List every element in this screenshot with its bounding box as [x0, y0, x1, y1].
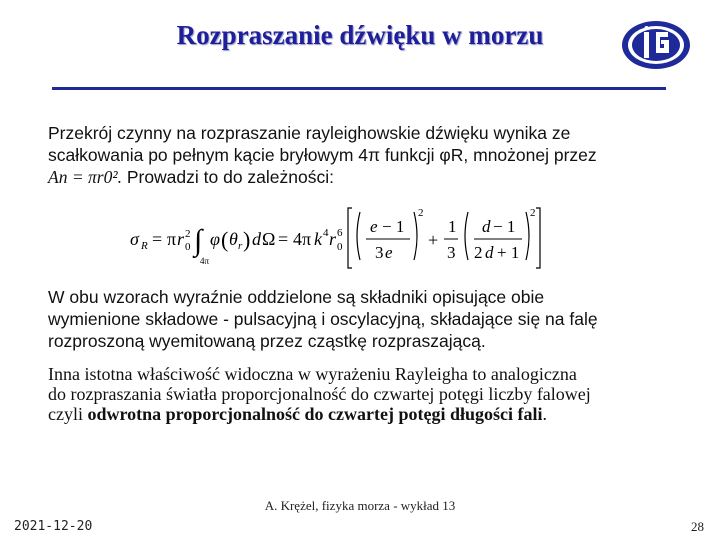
paragraph-intro — [48, 122, 658, 188]
svg-text:e: e — [370, 217, 378, 236]
svg-text:+ 1: + 1 — [497, 243, 520, 262]
svg-text:+: + — [428, 230, 439, 250]
analogy-line-2: do rozpraszania światła proporcjonalność do czwartej potęgi liczby falowej — [48, 384, 591, 404]
page-number: 28 — [691, 519, 704, 534]
analogy-line-3-end: . — [542, 404, 547, 424]
svg-text:d: d — [485, 243, 494, 262]
svg-text:Ω: Ω — [262, 229, 276, 249]
svg-text:): ) — [243, 227, 251, 252]
svg-text:r: r — [329, 229, 337, 249]
svg-text:4π: 4π — [200, 256, 210, 266]
analogy-line-1: Inna istotna właściwość widoczna w wyrażeniu Rayleigha to analogiczna — [48, 364, 577, 384]
svg-text:σ: σ — [130, 229, 139, 249]
paragraph-analogy — [48, 364, 658, 424]
area-formula: An = πr0². — [48, 167, 122, 187]
svg-text:4: 4 — [323, 227, 329, 239]
paragraph-components — [48, 286, 658, 352]
svg-text:0: 0 — [185, 241, 191, 253]
slide-date: 2021-12-20 — [14, 519, 93, 534]
analogy-line-3-plain: czyli — [48, 404, 88, 424]
svg-text:6: 6 — [337, 227, 343, 239]
svg-text:=: = — [152, 229, 163, 249]
svg-text:d: d — [482, 217, 491, 236]
svg-text:π: π — [167, 229, 177, 249]
svg-text:e: e — [385, 243, 393, 262]
svg-text:− 1: − 1 — [493, 217, 516, 236]
components-line-3: rozproszoną wyemitowaną przez cząstkę rozpraszającą. — [48, 331, 486, 351]
svg-text:4π: 4π — [293, 229, 312, 249]
svg-text:− 1: − 1 — [382, 217, 405, 236]
intro-line-3-text: Prowadzi to do zależności: — [121, 167, 335, 187]
svg-text:2: 2 — [418, 207, 424, 219]
svg-text:2: 2 — [474, 243, 483, 262]
svg-text:d: d — [252, 229, 261, 249]
slide-footer: A. Krężel, fizyka morza - wykład 13 — [264, 498, 456, 513]
intro-line-3 — [48, 166, 658, 188]
title-underline — [52, 87, 666, 90]
svg-text:R: R — [141, 240, 148, 252]
svg-text:2: 2 — [185, 228, 191, 240]
svg-text:3: 3 — [375, 243, 384, 262]
svg-text:0: 0 — [337, 241, 343, 253]
slide-title: Rozpraszanie dźwięku w morzu — [176, 20, 544, 50]
svg-text:=: = — [278, 229, 289, 249]
svg-text:k: k — [314, 229, 322, 249]
svg-text:r: r — [238, 240, 243, 252]
components-line-2: wymienione składowe - pulsacyjną i oscylacyjną, składające się na falę — [48, 309, 598, 329]
svg-text:3: 3 — [447, 243, 456, 262]
svg-text:θ: θ — [229, 229, 238, 249]
svg-text:r: r — [177, 229, 185, 249]
svg-text:2: 2 — [530, 207, 536, 219]
components-line-1: W obu wzorach wyraźnie oddzielone są składniki opisujące obie — [48, 287, 545, 307]
intro-line-1: Przekrój czynny na rozpraszanie rayleighowskie dźwięku wynika ze — [48, 123, 571, 143]
svg-text:∫: ∫ — [194, 224, 203, 257]
rayleigh-cross-section-formula — [130, 202, 550, 274]
svg-text:(: ( — [221, 227, 229, 252]
svg-text:φ: φ — [210, 229, 220, 249]
university-logo-icon — [620, 18, 692, 72]
analogy-emphasis: odwrotna proporcjonalność do czwartej potęgi długości fali — [87, 404, 543, 424]
analogy-line-3 — [48, 404, 658, 424]
intro-line-2: scałkowania po pełnym kącie bryłowym 4π funkcji φR, mnożonej przez — [48, 145, 597, 165]
svg-text:1: 1 — [448, 217, 457, 236]
